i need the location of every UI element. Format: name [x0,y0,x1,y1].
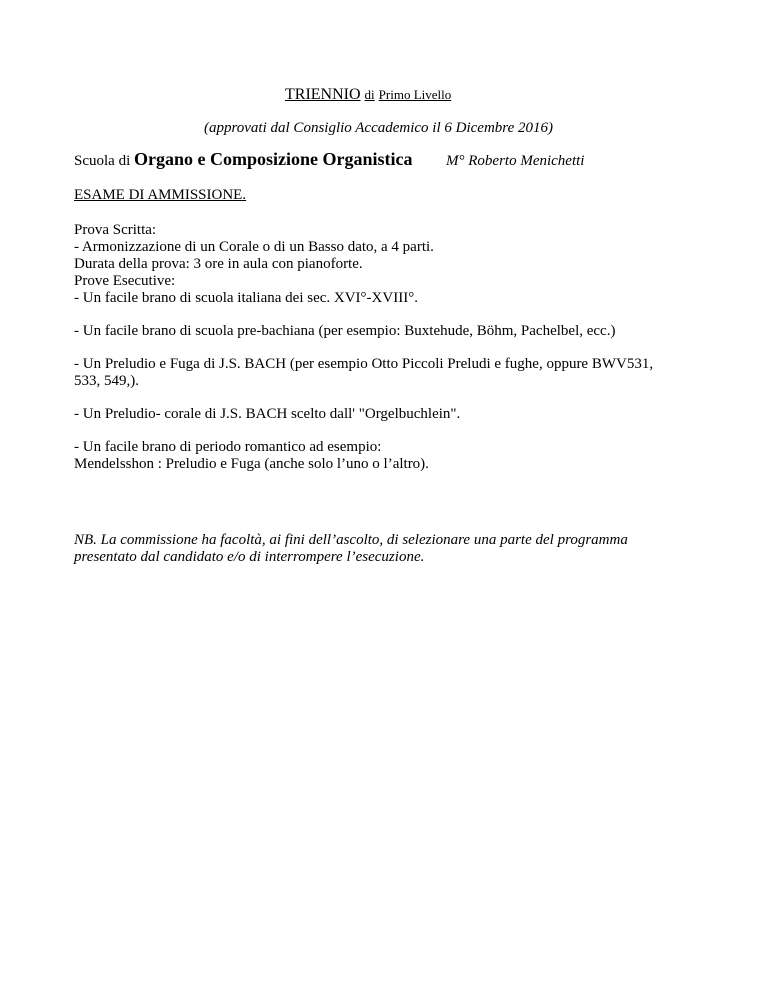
performance-item-2: - Un facile brano di scuola pre-bachiana (per esempio: Buxtehude, Böhm, Pachelbel, ecc.) [74,323,616,339]
nb-note-line-2: presentato dal candidato e/o di interrompere l’esecuzione. [74,549,425,565]
nb-note-line-1: NB. La commissione ha facoltà, ai fini dell’ascolto, di selezionare una parte del programma [74,532,628,548]
performance-item-1: - Un facile brano di scuola italiana dei sec. XVI°-XVIII°. [74,290,418,306]
performance-item-5-line-2: Mendelsshon : Preludio e Fuga (anche solo l’uno o l’altro). [74,456,429,472]
document-title [285,86,451,103]
title-main: TRIENNIO [285,86,361,103]
document-subtitle: (approvati dal Consiglio Accademico il 6 Dicembre 2016) [204,120,553,136]
written-item: - Armonizzazione di un Corale o di un Basso dato, a 4 parti. [74,239,434,255]
exam-heading: ESAME DI AMMISSIONE. [74,187,247,203]
teacher-name: M° Roberto Menichetti [446,153,585,169]
written-duration: Durata della prova: 3 ore in aula con pianoforte. [74,256,363,272]
school-prefix: Scuola di [74,153,131,169]
performance-label: Prove Esecutive: [74,273,176,289]
school-name: Organo e Composizione Organistica [134,149,413,169]
written-label: Prova Scritta: [74,222,157,238]
performance-item-4: - Un Preludio- corale di J.S. BACH scelto dall' "Orgelbuchlein". [74,406,461,422]
title-level: Primo Livello [378,87,452,102]
performance-item-3-line-2: 533, 549,). [74,373,139,389]
performance-item-3-line-1: - Un Preludio e Fuga di J.S. BACH (per esempio Otto Piccoli Preludi e fughe, oppure BWV531, [74,356,654,372]
school-row [74,151,412,170]
performance-item-5-line-1: - Un facile brano di periodo romantico ad esempio: [74,439,382,455]
title-di: di [364,87,375,102]
